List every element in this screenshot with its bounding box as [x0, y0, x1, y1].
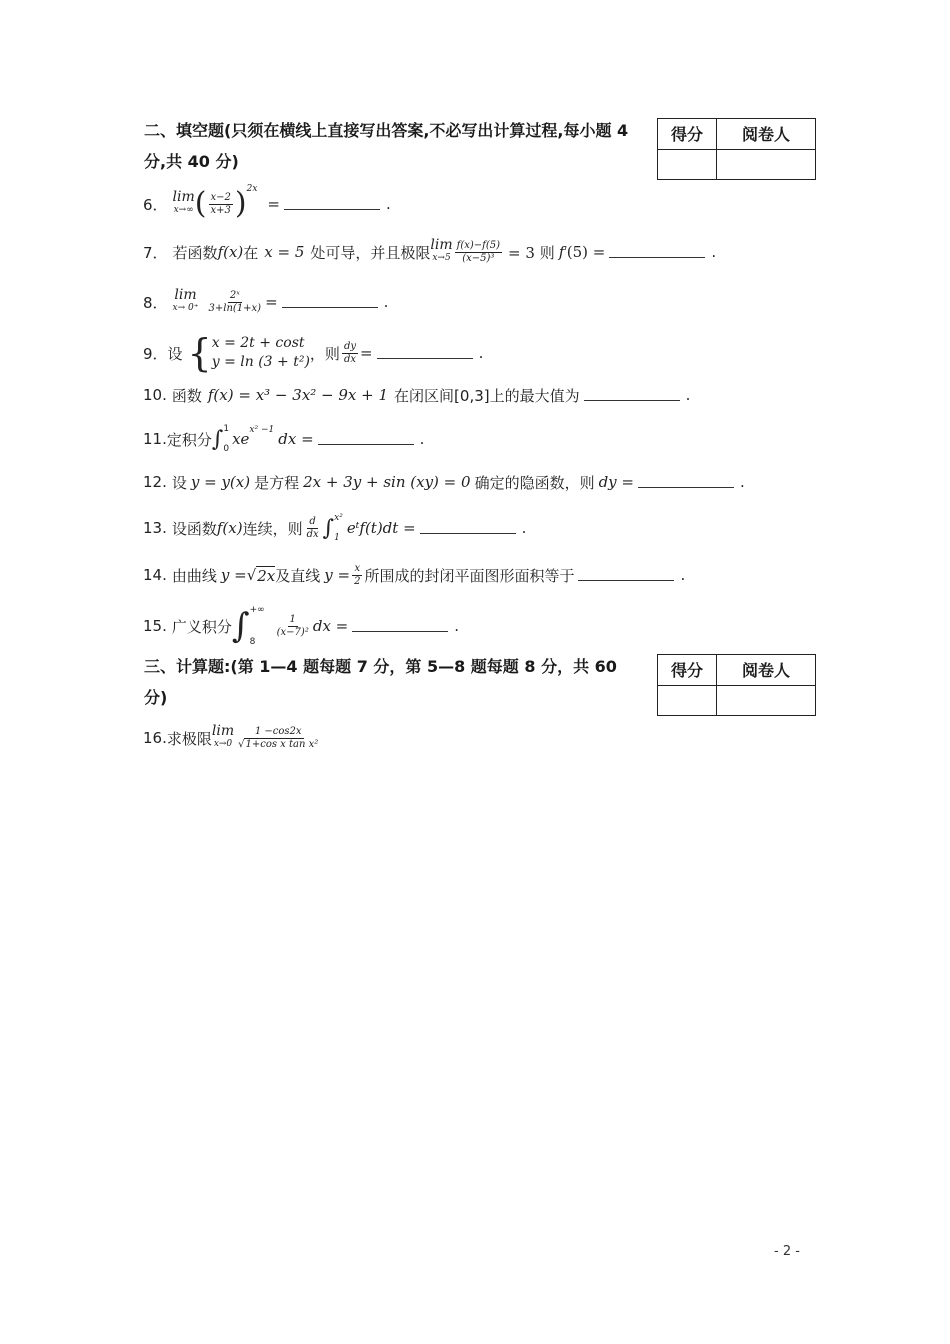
score-cell[interactable] [658, 685, 717, 716]
q16-denominator: √1+cos x tan x² [238, 738, 319, 750]
q11-pre: 定积分 [166, 430, 212, 449]
q13-integrand: eᵗf(t)dt = [346, 519, 416, 537]
q6-fraction [209, 192, 233, 217]
q10-answer-blank[interactable] [584, 399, 680, 401]
q14-post: 所围成的封闭平面图形面积等于 [364, 566, 575, 585]
question-8 [143, 282, 388, 322]
q14-numerator: x [354, 562, 361, 574]
q14-fraction [352, 563, 362, 588]
q11-period: . [419, 430, 425, 448]
q15-integral-sign: ∫ [231, 606, 250, 646]
score-header: 得分 [658, 119, 717, 150]
q8-fraction [207, 290, 264, 315]
q6-answer-blank[interactable] [284, 208, 380, 210]
q16-tan: tan x² [288, 738, 319, 750]
score-header: 得分 [658, 655, 717, 686]
q12-expression: y = y(x) [190, 473, 251, 491]
q13-dx: dx [306, 528, 319, 540]
q8-limit [173, 289, 199, 315]
question-9 [143, 330, 483, 376]
q11-answer-blank[interactable] [318, 443, 414, 445]
q9-number: 9．设 [143, 344, 183, 363]
q13-fx: f(x) [216, 519, 243, 537]
question-16 [143, 718, 322, 758]
q8-denominator: 3+ln(1+x) [208, 302, 262, 314]
q16-number: 16. [143, 729, 167, 747]
section2-title: 二、填空题(只须在横线上直接写出答案,不必写出计算过程,每小题 4 分,共 40 分) [144, 121, 629, 171]
q15-denominator: (x−7)² [276, 626, 309, 638]
q7-lim-sub: x→5 [432, 253, 451, 263]
q14-curve: y = [220, 566, 247, 584]
q13-derivative [305, 516, 321, 541]
question-15 [143, 601, 459, 651]
section3-score-table [657, 654, 816, 716]
q9-system [212, 334, 310, 372]
q11-upper: 1 [223, 424, 230, 434]
q14-period: . [680, 566, 686, 584]
q9-eq2: y = ln (3 + t²) [211, 354, 310, 370]
q14-sqrt-sign: √ [246, 566, 257, 584]
q11-integral-sign: ∫ [211, 426, 224, 452]
section3-title: 三、计算题:(第 1—4 题每题 7 分，第 5—8 题每题 8 分，共 60 分) [144, 657, 617, 707]
q6-lim-word: lim [172, 189, 195, 205]
q11-limits [223, 424, 229, 454]
q10-expression: f(x) = x³ − 3x² − 9x + 1 [207, 386, 389, 404]
q14-denominator: 2 [354, 575, 361, 587]
q12-answer-blank[interactable] [638, 486, 734, 488]
q14-sqrt-arg: 2x [257, 566, 276, 585]
q6-denominator: x+3 [210, 204, 231, 216]
q15-answer-blank[interactable] [352, 630, 448, 632]
page-number: - 2 - [774, 1244, 800, 1259]
q7-lim-word: lim [430, 237, 453, 253]
q13-period: . [521, 519, 527, 537]
q7-pre: 若函数 [172, 243, 218, 262]
q15-numerator: 1 [289, 613, 296, 625]
q7-arg: (5) = [566, 243, 606, 261]
q16-lim-sub: x→0 [213, 739, 233, 749]
q11-exponent: x² −1 [249, 425, 275, 435]
q6-equals: = [267, 195, 280, 213]
q8-period: . [383, 293, 389, 311]
q13-answer-blank[interactable] [420, 532, 516, 534]
reviewer-cell[interactable] [717, 685, 816, 716]
q9-equals: = [360, 344, 373, 362]
q12-mid: 是方程 [254, 473, 300, 492]
q6-right-paren: ) [234, 186, 247, 221]
q9-derivative [342, 341, 358, 366]
q14-number: 14. [143, 566, 167, 584]
score-cell[interactable] [658, 149, 717, 180]
q7-prime: ' [564, 247, 567, 257]
q13-mid: 连续，则 [242, 519, 303, 538]
q9-answer-blank[interactable] [377, 357, 473, 359]
q11-number: 11. [143, 430, 167, 448]
question-14 [143, 555, 685, 595]
q7-denominator: (x−5)³ [462, 252, 495, 264]
q15-fraction [275, 614, 311, 639]
q9-dx: dx [343, 353, 356, 365]
q6-number: 6． [143, 195, 168, 214]
q7-f: f [558, 243, 565, 261]
section2-score-table [657, 118, 816, 180]
q16-pre: 求极限 [166, 729, 212, 748]
q16-lim-word: lim [211, 723, 235, 739]
q7-post: 处可导，并且极限 [310, 243, 431, 262]
q9-dy: dy [343, 340, 356, 352]
q16-numerator: 1 −cos2x [254, 725, 302, 737]
q12-equation: 2x + 3y + sin (xy) = 0 [303, 473, 471, 491]
q6-exponent: 2x [246, 184, 258, 194]
q15-pre: 广义积分 [171, 617, 232, 636]
q8-lim-sub: x→ 0⁺ [172, 303, 199, 313]
q16-limit [212, 725, 234, 751]
question-12 [143, 462, 745, 502]
q12-period: . [740, 473, 745, 491]
q7-answer-blank[interactable] [609, 256, 705, 258]
q9-eq1: x = 2t + cost [211, 335, 305, 351]
q13-pre: 设函数 [171, 519, 217, 538]
question-11 [143, 419, 424, 459]
q15-limits [250, 605, 265, 647]
q16-fraction [236, 726, 320, 751]
reviewer-header: 阅卷人 [717, 119, 816, 150]
q7-number: 7． [143, 243, 168, 262]
q6-limit [173, 191, 195, 217]
q7-limit [430, 239, 452, 265]
q15-lower: 8 [249, 637, 256, 647]
question-7 [143, 232, 716, 272]
q13-number: 13. [143, 519, 167, 537]
q8-equals: = [265, 293, 278, 311]
q7-period: . [711, 243, 717, 261]
q12-dy: dy = [598, 473, 634, 491]
q12-post: 确定的隐函数，则 [474, 473, 595, 492]
q16-sqrt-arg: 1+cos x [245, 738, 286, 750]
question-10 [143, 375, 690, 415]
q9-post: ，则 [309, 344, 340, 363]
q9-brace: { [187, 331, 212, 375]
q7-equals-then: = 3 则 [508, 243, 555, 262]
q10-number: 10. [143, 386, 167, 404]
q7-mid: 在 [243, 243, 259, 262]
q8-lim-word: lim [174, 287, 197, 303]
q6-numerator: x−2 [210, 191, 231, 203]
reviewer-cell[interactable] [717, 149, 816, 180]
q15-tail: dx = [312, 617, 349, 635]
q14-answer-blank[interactable] [578, 579, 674, 581]
q6-lim-sub: x→∞ [173, 205, 194, 215]
q14-line: y = [324, 566, 351, 584]
q13-d: d [309, 515, 316, 527]
q7-fx: f(x) [217, 243, 244, 261]
q12-pre: 设 [171, 473, 187, 492]
q6-left-paren: ( [194, 186, 207, 221]
reviewer-header: 阅卷人 [717, 655, 816, 686]
q11-lower: 0 [223, 444, 230, 454]
q13-upper: x² [334, 513, 343, 523]
q11-integrand: xe [232, 430, 250, 448]
q14-mid: 及直线 [275, 566, 321, 585]
q13-integral-sign: ∫ [322, 515, 335, 541]
question-6 [143, 184, 391, 224]
q7-numerator: f(x)−f(5) [456, 239, 501, 251]
q10-period: . [685, 386, 691, 404]
q13-lower: 1 [334, 533, 340, 543]
question-13 [143, 506, 526, 550]
q7-fraction [455, 240, 502, 265]
q14-pre: 由曲线 [171, 566, 217, 585]
q8-numerator: 2ˣ [229, 289, 240, 301]
q10-pre: 函数 [171, 386, 202, 405]
q8-number: 8． [143, 293, 168, 312]
q13-limits [334, 513, 343, 543]
q9-period: . [478, 344, 484, 362]
q6-period: . [386, 195, 391, 213]
q10-post: 在闭区间[0,3]上的最大值为 [394, 386, 580, 405]
q7-condition: x = 5 [264, 243, 305, 261]
q8-answer-blank[interactable] [282, 306, 378, 308]
q15-number: 15. [143, 617, 167, 635]
q11-tail: dx = [278, 430, 314, 448]
q15-upper: +∞ [249, 605, 265, 615]
q15-period: . [454, 617, 460, 635]
q12-number: 12. [143, 473, 167, 491]
